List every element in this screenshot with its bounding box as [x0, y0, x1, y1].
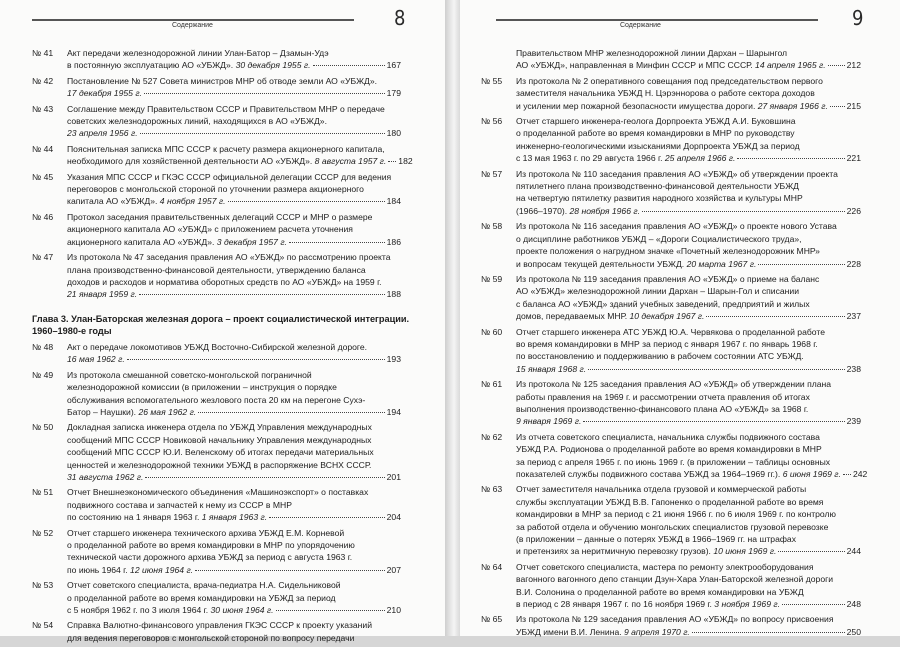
entry-page-number: 221: [846, 153, 861, 164]
toc-entry: [32, 619, 401, 644]
entry-line: Указания МПС СССР и ГКЭС СССР официальной делегации СССР для ведения: [67, 171, 392, 182]
toc-entry: [32, 527, 401, 577]
entry-last-line: с 5 ноября 1962 г. по 3 июля 1964 г. 30 июня 1964 г. 210: [67, 605, 401, 616]
entry-line: Докладная записка инженера отдела по УБЖД Управления международных: [67, 422, 372, 433]
entry-title: [516, 273, 861, 323]
entry-line: акционерного капитала АО «УБЖД» с приложением расчета уточнения: [67, 224, 353, 235]
entry-page-number: 184: [386, 196, 401, 207]
entry-title: [516, 115, 861, 165]
entry-page-number: 179: [386, 88, 401, 99]
running-header: Содержание: [172, 22, 213, 29]
entry-line: о дисциплине работников УБЖД – «Дороги Социалистического труда»,: [516, 233, 802, 244]
entry-line: В.И. Солонина о проделанной работе во время командировки на УБЖД: [516, 586, 804, 597]
entry-line: Отчет советского специалиста, мастера по ремонту электрооборудования: [516, 561, 814, 572]
entry-last-line: (1966–1970). 28 ноября 1966 г. 226: [516, 205, 861, 216]
leader-dots: [843, 474, 851, 475]
header-rule: [496, 19, 818, 21]
entry-line: Из протокола смешанной советско-монгольской пограничной: [67, 369, 312, 380]
entry-number: № 59: [481, 273, 503, 284]
entry-page-number: 182: [398, 156, 413, 167]
page-number: 9: [852, 6, 864, 30]
leader-dots: [198, 412, 384, 413]
entry-last-line: 16 мая 1962 г. 193: [67, 354, 401, 365]
toc-entry: [481, 561, 861, 611]
entry-last-line: по июнь 1964 г. 12 июня 1964 г. 207: [67, 564, 401, 575]
entry-last-line: в постоянную эксплуатацию АО «УБЖД». 30 декабря 1955 г. 167: [67, 60, 401, 71]
entry-page-number: 248: [846, 599, 861, 610]
entry-number: № 65: [481, 614, 503, 625]
entry-line: Отчет заместителя начальника отдела грузовой и коммерческой работы: [516, 484, 807, 495]
entry-title: [67, 251, 401, 301]
entry-title: [67, 143, 413, 168]
entry-line: о проделанной работе во время командировки на УБЖД за период: [67, 592, 336, 603]
right-page: [460, 0, 900, 636]
toc-entry: [481, 220, 861, 270]
entry-title: [67, 619, 401, 644]
entry-page-number: 194: [386, 406, 401, 417]
entry-title: [516, 613, 861, 638]
entry-last-line: АО «УБЖД», направленная в Минфин СССР и МПС СССР. 14 апреля 1965 г. 212: [516, 60, 861, 71]
toc-entry: [32, 47, 401, 72]
entry-number: № 48: [32, 341, 54, 352]
entry-line: Из протокола № 116 заседания правления АО «УБЖД» о проекте нового Устава: [516, 221, 837, 232]
toc-entry: [32, 369, 401, 419]
entry-line: Акт о передаче локомотивов УБЖД Восточно-Сибирской железной дороге.: [67, 341, 368, 352]
toc-entry: [32, 171, 401, 208]
entry-line: Из протокола № 125 заседания правления АО «УБЖД» об утверждении плана: [516, 379, 832, 390]
toc-entry: [481, 47, 861, 72]
entry-title: [516, 220, 861, 270]
entry-title: [516, 378, 861, 428]
entry-line: Акт передачи железнодорожной линии Улан-Батор – Дзамын-Удэ: [67, 48, 329, 58]
entry-line: Справка Валютно-финансового управления ГКЭС СССР к проекту указаний: [67, 620, 373, 631]
leader-dots: [144, 93, 385, 94]
leader-dots: [778, 551, 844, 552]
entry-line: плана производственно-финансовой деятельности, утверждению баланса: [67, 264, 366, 275]
entry-line: на четвертую пятилетку развития народного хозяйства и культуры МНР: [516, 193, 803, 204]
entry-line: технической части дорожного архива УБЖД за период с августа 1963 г.: [67, 552, 353, 563]
entry-number: № 58: [481, 221, 503, 232]
entry-line: службы эксплуатации УБЖД В.В. Гапоненко о проделанной работе во время: [516, 496, 824, 507]
entry-last-line: необходимого для хозяйственной деятельности АО «УБЖД». 8 августа 1957 г. 182: [67, 156, 413, 167]
entry-line: сообщений МПС СССР Новиковой начальнику Управления международных: [67, 434, 372, 445]
leader-dots: [228, 201, 385, 202]
entry-line: железнодорожной комиссии (в приложении – инструкция о порядке: [67, 382, 337, 393]
header-rule: [32, 19, 354, 21]
leader-dots: [127, 359, 385, 360]
entry-title: [67, 47, 401, 72]
entry-line: (в приложении – данные о потерях УБЖД в 1966–1969 гг. на штрафах: [516, 534, 796, 545]
entry-line: Отчет советского специалиста, врача-педиатра Н.А. Сидельниковой: [67, 580, 341, 591]
entry-last-line: 17 декабря 1955 г. 179: [67, 88, 401, 99]
toc-entry: [32, 251, 401, 301]
entry-last-line: 31 августа 1962 г. 201: [67, 471, 401, 482]
toc-entry: [481, 326, 861, 376]
entry-line: Отчет Внешнеэкономического объединения «Машиноэкспорт» о поставках: [67, 487, 369, 498]
entry-number: № 43: [32, 103, 54, 114]
leader-dots: [139, 294, 385, 295]
entry-title: [516, 75, 861, 112]
leader-dots: [782, 604, 845, 605]
toc-entry: [481, 75, 861, 112]
toc-list: [481, 47, 868, 641]
entry-number: № 56: [481, 116, 503, 127]
entry-last-line: и усилении мер пожарной безопасности имущества дороги. 27 января 1966 г. 215: [516, 100, 861, 111]
toc-list: [32, 47, 413, 647]
entry-number: № 57: [481, 168, 503, 179]
leader-dots: [140, 133, 385, 134]
entry-line: Из протокола № 2 оперативного совещания под председательством первого: [516, 75, 823, 86]
entry-title: [67, 421, 401, 483]
entry-last-line: 23 апреля 1956 г. 180: [67, 128, 401, 139]
entry-number: № 62: [481, 431, 503, 442]
entry-line: за период с апреля 1965 г. по июнь 1969 г. (в приложении – таблицы основных: [516, 456, 831, 467]
entry-page-number: 210: [386, 605, 401, 616]
entry-last-line: капитала АО «УБЖД». 4 ноября 1957 г. 184: [67, 196, 401, 207]
entry-title: [67, 211, 401, 248]
toc-entry: [481, 115, 861, 165]
entry-page-number: 204: [386, 512, 401, 523]
entry-number: № 50: [32, 422, 54, 433]
entry-line: пятилетнего плана производственно-финансовой деятельности УБЖД: [516, 181, 799, 192]
entry-number: № 47: [32, 252, 54, 263]
toc-entry: [481, 613, 861, 638]
entry-line: Из протокола № 129 заседания правления АО «УБЖД» по вопросу присвоения: [516, 614, 834, 625]
leader-dots: [313, 65, 385, 66]
entry-title: [67, 579, 401, 616]
leader-dots: [269, 517, 385, 518]
entry-line: за работой отдела и обучению монгольских специалистов грузовой перевозке: [516, 521, 829, 532]
entry-line: Отчет старшего инженера АТС УБЖД Ю.А. Червякова о проделанной работе: [516, 326, 825, 337]
book-gutter: [445, 0, 460, 636]
leader-dots: [830, 106, 845, 107]
entry-page-number: 207: [386, 564, 401, 575]
toc-entry: [32, 421, 401, 483]
entry-page-number: 215: [846, 100, 861, 111]
entry-line: о проделанной работе во время командировки в МНР по упорядочению: [67, 540, 355, 550]
entry-last-line: выполнения производственно-финансового плана АО «УБЖД» за 1968 г.: [516, 403, 809, 414]
entry-number: № 52: [32, 527, 54, 538]
entry-line: инженерно-геологическими изысканиями Дорпроекта УБЖД за период: [516, 140, 800, 151]
entry-number: № 53: [32, 580, 54, 591]
entry-last-line: 9 января 1969 г. 239: [516, 416, 861, 427]
leader-dots: [758, 264, 844, 265]
toc-entry: [32, 143, 413, 168]
entry-line: проекте положения о нагрудном значке «Почетный железнодорожник МНР»: [516, 246, 820, 257]
entry-line: работы правления на 1969 г. и рассмотрении отчета правления об итогах: [516, 391, 810, 402]
entry-number: № 63: [481, 484, 503, 495]
entry-page-number: 250: [846, 626, 861, 637]
entry-line: переговоров с монгольской стороной по уточнении размера акционерного: [67, 184, 364, 195]
entry-line: для ведения переговоров с монгольской стороной по вопросу передачи: [67, 632, 355, 643]
entry-number: № 41: [32, 48, 54, 58]
entry-title: [67, 103, 401, 140]
entry-number: № 64: [481, 561, 503, 572]
entry-number: № 51: [32, 487, 54, 498]
toc-entry: [32, 341, 401, 366]
entry-page-number: 228: [846, 258, 861, 269]
entry-line: советских железнодорожных линий, находящихся в АО «УБЖД».: [67, 116, 327, 127]
entry-title: [516, 483, 861, 557]
entry-last-line: Батор – Наушки). 26 мая 1962 г. 194: [67, 406, 401, 417]
toc-entry: [32, 486, 401, 523]
toc-entry: [481, 168, 861, 218]
toc-entry: [32, 103, 401, 140]
entry-line: Постановление № 527 Совета министров МНР об отводе земли АО «УБЖД».: [67, 75, 378, 86]
entry-line: Правительством МНР железнодорожной линии Дархан – Шарынгол: [516, 48, 788, 58]
entry-title: [67, 527, 401, 577]
entry-number: № 54: [32, 620, 54, 631]
entry-page-number: 188: [386, 289, 401, 300]
entry-title: [516, 431, 868, 481]
entry-title: [516, 326, 861, 376]
entry-line: УБЖД Р.А. Родионова о проделанной работе во время командировки в МНР: [516, 444, 822, 455]
entry-number: № 60: [481, 326, 503, 337]
entry-line: доходов и расходов и норматива оборотных средств по АО «УБЖД» на 1959 г.: [67, 276, 382, 287]
toc-entry: [481, 273, 861, 323]
left-page: [0, 0, 445, 643]
entry-last-line: в период с 28 января 1967 г. по 16 ноября 1969 г. 3 ноября 1969 г. 248: [516, 599, 861, 610]
entry-line: о проделанной работе во время командировки в МНР по руководству: [516, 128, 795, 139]
leader-dots: [583, 421, 844, 422]
entry-page-number: 237: [846, 311, 861, 322]
leader-dots: [276, 610, 385, 611]
leader-dots: [706, 316, 844, 317]
entry-line: Из протокола № 110 заседания правления АО «УБЖД» об утверждении проекта: [516, 168, 838, 179]
toc-entry: [481, 483, 861, 557]
entry-line: во время командировки в МНР за период с января 1967 г. по январь 1968 г.: [516, 338, 818, 349]
entry-page-number: 226: [846, 205, 861, 216]
leader-dots: [289, 242, 385, 243]
chapter-heading: Глава 3. Улан-Баторская железная дорога – проект социалистической интеграции. 1960–1980-е годы: [32, 313, 410, 337]
entry-page-number: 193: [386, 354, 401, 365]
entry-line: АО «УБЖД» железнодорожной линии Дархан – Шарын-Гол и списании: [516, 286, 800, 297]
running-header: Содержание: [620, 22, 661, 29]
entry-title: [67, 341, 401, 366]
entry-line: сообщений МПС СССР Ю.И. Веленскому об итогах передачи материальных: [67, 447, 374, 458]
entry-number: № 44: [32, 143, 54, 154]
entry-last-line: акционерного капитала АО «УБЖД». 3 декабря 1957 г. 186: [67, 236, 401, 247]
entry-title: [67, 75, 401, 100]
entry-line: вагонного вагонного депо станции Дзун-Хара Улан-Баторской железной дороги: [516, 574, 834, 585]
entry-line: Из отчета советского специалиста, начальника службы подвижного состава: [516, 431, 820, 442]
entry-line: Отчет старшего инженера технического архива УБЖД Е.М. Корневой: [67, 527, 345, 538]
entry-title: [516, 47, 861, 72]
toc-entry: [32, 75, 401, 100]
leader-dots: [195, 570, 385, 571]
toc-entry: [481, 378, 861, 428]
entry-last-line: УБЖД имени В.И. Ленина. 9 апреля 1970 г. 250: [516, 626, 861, 637]
toc-entry: [32, 211, 401, 248]
entry-line: командировки в МНР за период с 21 июня 1966 г. по 6 июля 1969 г. по контролю: [516, 509, 836, 520]
entry-page-number: 180: [386, 128, 401, 139]
entry-title: [516, 561, 861, 611]
leader-dots: [692, 632, 845, 633]
entry-line: заместителя начальника УБЖД Н. Цэрэннорова о работе сектора доходов: [516, 88, 815, 99]
entry-last-line: и претензиях за неритмичную перевозку грузов). 10 июня 1969 г. 244: [516, 546, 861, 557]
entry-last-line: и вопросам текущей деятельности УБЖД. 20 марта 1967 г. 228: [516, 258, 861, 269]
entry-line: Протокол заседания правительственных делегаций СССР и МНР о размере: [67, 211, 373, 222]
toc-entry: [32, 579, 401, 616]
entry-page-number: 167: [386, 60, 401, 71]
entry-number: № 45: [32, 171, 54, 182]
entry-last-line: с 13 мая 1963 г. по 29 августа 1966 г. 25 апреля 1966 г. 221: [516, 153, 861, 164]
entry-page-number: 201: [386, 471, 401, 482]
leader-dots: [642, 211, 845, 212]
entry-last-line: домов, передаваемых МНР. 10 декабря 1967 г. 237: [516, 311, 861, 322]
entry-line: подвижного состава и запчастей к нему из СССР в МНР: [67, 499, 292, 510]
leader-dots: [388, 161, 396, 162]
leader-dots: [737, 158, 844, 159]
entry-page-number: 244: [846, 546, 861, 557]
entry-title: [67, 486, 401, 523]
entry-line: Отчет старшего инженера-геолога Дорпроекта УБЖД А.И. Буковшина: [516, 116, 796, 127]
entry-line: обслуживания вспомогательного жезлового поста 20 км на перегоне Сухэ-: [67, 394, 366, 405]
entry-page-number: 238: [846, 363, 861, 374]
entry-line: Соглашение между Правительством СССР и Правительством МНР о передаче: [67, 103, 385, 114]
entry-number: № 61: [481, 379, 503, 390]
entry-page-number: 239: [846, 416, 861, 427]
entry-line: по восстановлению и поддерживанию в рабочем состоянии АТС УБЖД.: [516, 351, 804, 362]
entry-number: № 49: [32, 369, 54, 380]
entry-last-line: 21 января 1959 г. 188: [67, 289, 401, 300]
entry-page-number: 212: [846, 60, 861, 71]
entry-last-line: по состоянию на 1 января 1963 г. 1 января 1963 г. 204: [67, 512, 401, 523]
entry-last-line: 15 января 1968 г. 238: [516, 363, 861, 374]
leader-dots: [588, 369, 845, 370]
leader-dots: [828, 65, 845, 66]
entry-line: с баланса АО «УБЖД» зданий учебных заведений, предприятий и жилых: [516, 298, 810, 309]
entry-number: № 46: [32, 211, 54, 222]
toc-entry: [481, 431, 868, 481]
entry-line: Из протокола № 119 заседания правления АО «УБЖД» о приеме на баланс: [516, 273, 820, 284]
entry-number: № 55: [481, 75, 503, 86]
entry-line: Пояснительная записка МПС СССР к расчету размера акционерного капитала,: [67, 143, 385, 154]
entry-title: [67, 171, 401, 208]
entry-page-number: 186: [386, 236, 401, 247]
entry-page-number: 242: [852, 469, 868, 479]
entry-line: Из протокола № 47 заседания правления АО «УБЖД» по рассмотрению проекта: [67, 252, 391, 263]
page-number: 8: [394, 6, 406, 30]
entry-last-line: показателей службы подвижного состава УБЖД за 1964–1969 гг.). 6 июня 1969 г. 242: [516, 469, 868, 479]
entry-number: № 42: [32, 75, 54, 86]
entry-title: [516, 168, 861, 218]
entry-line: ценностей и железнодорожной техники УБЖД в распоряжение ВСНХ СССР.: [67, 459, 372, 470]
leader-dots: [145, 477, 384, 478]
entry-title: [67, 369, 401, 419]
